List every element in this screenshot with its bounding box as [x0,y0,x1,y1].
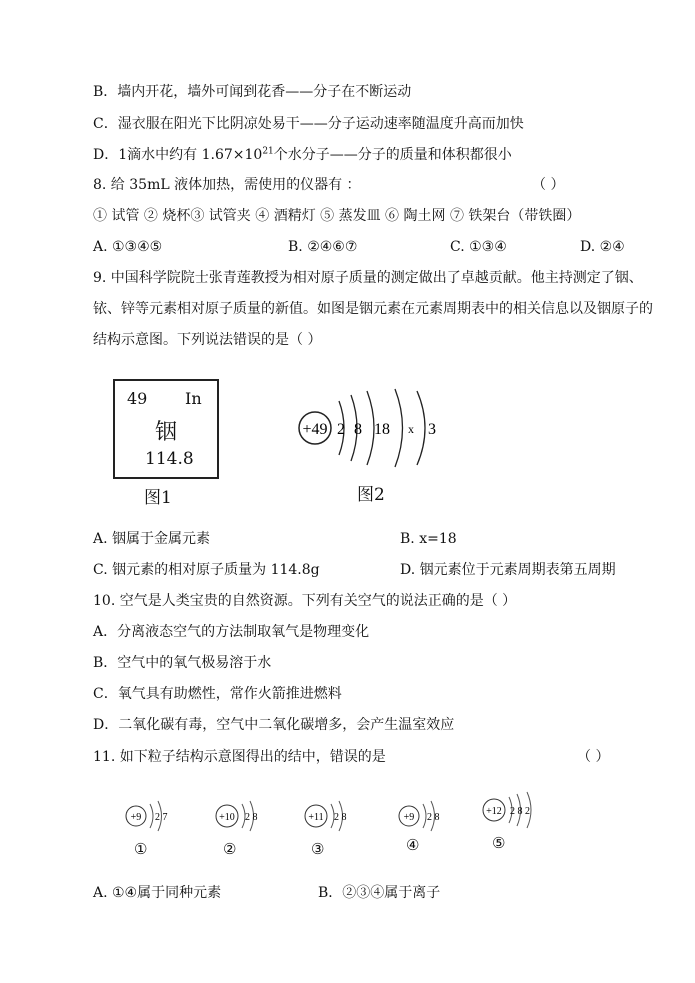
q7-option-c: C．湿衣服在阳光下比阴凉处易干——分子运动速率随温度升高而加快 [93,116,524,132]
q9-choice-b: B. x=18 [400,531,457,547]
q7-option-b: B．墙内开花，墙外可闻到花香——分子在不断运动 [93,84,412,100]
q8-choice-b: B. ②④⑥⑦ [288,239,358,255]
particle-diagram-2 [207,796,271,858]
q9-stem-line1: 9. 中国科学院院士张青莲教授为相对原子质量的测定做出了卓越贡献。他主持测定了铟、 [93,270,643,286]
shell-electrons-5: 3 [428,421,436,438]
particle-diagram-4 [391,796,451,858]
q8-choice-c: C. ①③④ [450,239,507,255]
particle-5-structure [474,790,546,832]
particle-diagram-5 [474,790,546,856]
q10-choice-c: C．氧气具有助燃性，常作火箭推进燃料 [93,686,342,702]
element-symbol: In [185,389,202,408]
particle-2-structure [207,796,271,836]
indium-element-cell [113,379,219,479]
q7-option-d-text: D．1滴水中约有 1.67×10 [93,147,263,163]
shell-arc-4 [395,389,403,467]
particle-1-nucleus: +9 [130,812,142,823]
indium-atom-diagram [295,383,445,483]
atomic-mass: 114.8 [145,449,194,469]
particle-2-label: ② [223,840,237,858]
particle-2-nucleus: +10 [219,812,235,823]
particle-3-structure [296,796,360,836]
particle-1-shells: 2 7 [155,812,168,823]
particle-5-label: ⑤ [492,834,506,852]
q10-choice-b: B．空气中的氧气极易溶于水 [93,655,272,671]
particle-5-shells: 2 8 2 [510,806,530,817]
q8-answer-paren: （ ） [532,177,565,193]
particle-1-structure [118,796,178,836]
shell-electrons-4: x [408,422,414,436]
particle-1-label: ① [134,840,148,858]
particle-diagram-1 [118,796,178,858]
q9-choice-a: A. 铟属于金属元素 [93,531,211,547]
q11-answer-paren: （ ） [577,749,610,765]
q8-choice-d: D. ②④ [580,239,625,255]
q8-stem: 8. 给 35mL 液体加热，需使用的仪器有 ： [93,177,361,193]
particle-4-label: ④ [406,836,420,854]
q11-choice-a: A. ①④属于同种元素 [93,885,222,901]
q10-stem: 10. 空气是人类宝贵的自然资源。下列有关空气的说法正确的是（ ） [93,593,517,609]
q7-option-d [93,146,512,164]
q11-choice-b: B．②③④属于离子 [318,885,441,901]
q9-choice-c: C. 铟元素的相对原子质量为 114.8g [93,562,320,578]
particle-3-shells: 2 8 [334,812,347,823]
q9-choice-d: D. 铟元素位于元素周期表第五周期 [400,562,616,578]
particle-4-shells: 2 8 [427,812,440,823]
q8-items: ① 试管 ② 烧杯③ 试管夹 ④ 酒精灯 ⑤ 蒸发皿 ⑥ 陶土网 ⑦ 铁架台（带铁圈） [93,208,581,224]
particle-3-nucleus: +11 [308,812,324,823]
figure1-caption: 图1 [144,488,172,508]
q10-choice-d: D．二氧化碳有毒，空气中二氧化碳增多，会产生温室效应 [93,717,455,733]
particle-2-shells: 2 8 [245,812,258,823]
q9-stem-line3: 结构示意图。下列说法错误的是（ ） [93,332,322,348]
shell-electrons-3: 18 [374,421,390,438]
q8-choice-a: A. ①③④⑤ [93,239,163,255]
element-name: 铟 [155,420,178,445]
particle-4-structure [391,796,451,836]
particle-5-nucleus: +12 [486,806,502,817]
shell-electrons-2: 8 [354,421,362,438]
q10-choice-a: A．分离液态空气的方法制取氧气是物理变化 [93,624,370,640]
atomic-number: 49 [127,389,148,408]
particle-4-nucleus: +9 [403,812,415,823]
q9-stem-line2: 铱、锌等元素相对原子质量的新值。如图是铟元素在元素周期表中的相关信息以及铟原子的 [93,301,653,317]
shell-electrons-1: 2 [337,421,345,438]
q11-stem: 11. 如下粒子结构示意图得出的结中，错误的是 [93,749,386,765]
q7-option-d-tail: 个水分子——分子的质量和体积都很小 [273,147,512,163]
shell-arc-5 [417,391,425,465]
particle-3-label: ③ [311,840,325,858]
particle-diagram-3 [296,796,360,858]
q7-exponent: 21 [262,146,274,157]
shell-arc-3 [367,391,374,465]
nucleus-charge: +49 [302,421,328,438]
figure2-caption: 图2 [357,485,385,505]
